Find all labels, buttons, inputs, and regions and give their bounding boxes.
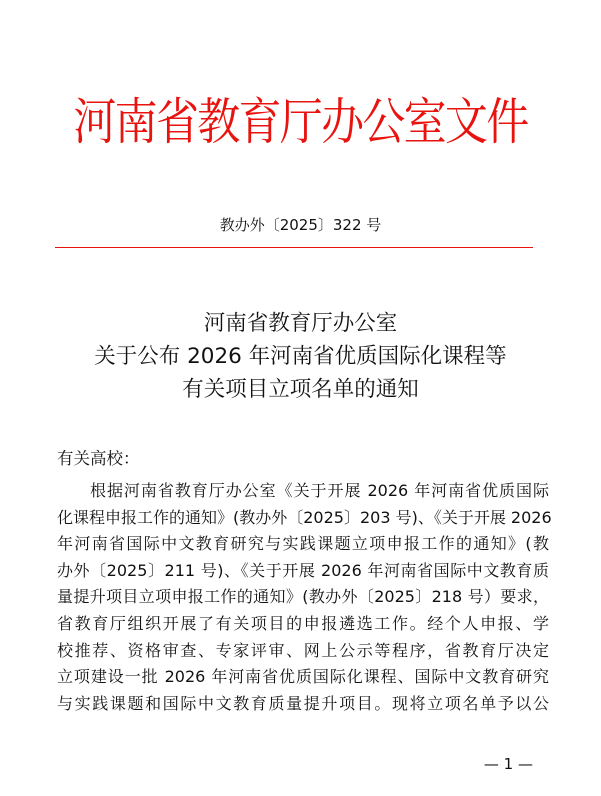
red-divider-line (55, 247, 533, 248)
body-line: 省教育厅组织开展了有关项目的申报遴选工作。经个人申报、学 (57, 613, 549, 633)
body-line: 立项建设一批 2026 年河南省优质国际化课程、国际中文教育研究 (57, 667, 549, 687)
body-line: 根据河南省教育厅办公室《关于开展 2026 年河南省优质国际 (90, 481, 549, 500)
body-line: 与实践课题和国际中文教育质量提升项目。现将立项名单予以公 (57, 693, 549, 713)
body-line: 办外〔2025〕211 号)、《关于开展 2026 年河南省国际中文教育质 (57, 560, 549, 580)
document-header-title: 河南省教育厅办公室文件 (73, 93, 528, 151)
title-line: 有关项目立项名单的通知 (182, 377, 419, 402)
body-paragraph (57, 478, 552, 717)
salutation: 有关高校： (57, 449, 140, 468)
body-line: 年河南省国际中文教育研究与实践课题立项申报工作的通知》(教 (57, 534, 549, 554)
title-line: 河南省教育厅办公室 (203, 311, 398, 336)
page-number: — 1 — (483, 755, 533, 773)
document-title (0, 307, 601, 406)
body-line: 化课程申报工作的通知》(教办外〔2025〕203 号)、《关于开展 2026 (57, 507, 552, 527)
document-number: 教办外〔2025〕322 号 (219, 216, 382, 234)
title-line: 关于公布 2026 年河南省优质国际化课程等 (94, 344, 507, 369)
body-line: 校推荐、资格审查、专家评审、网上公示等程序，省教育厅决定 (57, 640, 549, 660)
body-line: 量提升项目立项申报工作的通知》(教办外〔2025〕218 号）要求， (57, 587, 549, 607)
